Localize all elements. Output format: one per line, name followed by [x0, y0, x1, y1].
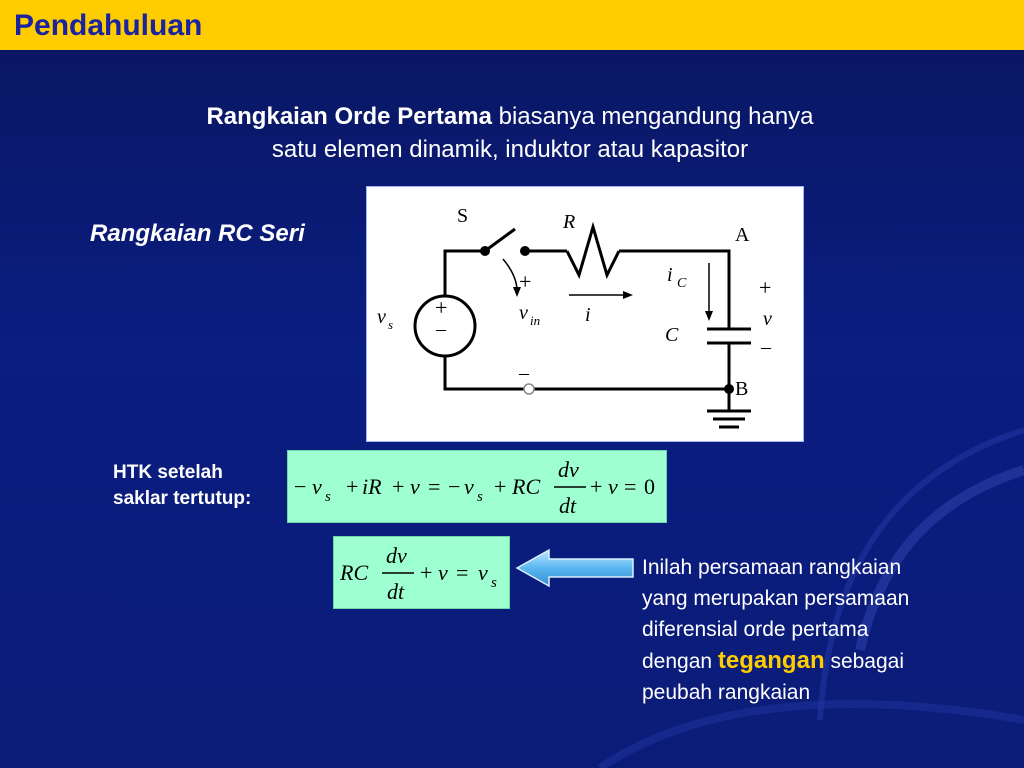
vin-subscript: in — [530, 313, 541, 328]
eq2-vs: v — [478, 560, 488, 585]
note-line2: yang merupakan persamaan — [642, 587, 910, 610]
eq1-equals: = — [428, 474, 441, 499]
eq1-neg1: − — [294, 474, 307, 499]
left-arrow-icon — [515, 548, 635, 588]
source-plus: + — [435, 295, 448, 320]
eq1-frac-num: dv — [558, 457, 579, 482]
eq1-s2: s — [477, 489, 483, 505]
node-b-dot — [724, 384, 734, 394]
eq1-plus2: + — [392, 474, 405, 499]
source-minus: – — [436, 318, 446, 340]
eq1-plus4: + — [590, 474, 603, 499]
eq2-equals: = — [456, 560, 469, 585]
equation1-svg — [288, 451, 666, 522]
kvl-line1: HTK setelah — [113, 462, 223, 483]
note-line4 — [642, 645, 982, 677]
switch-label: S — [457, 205, 469, 227]
explanation-text — [642, 552, 982, 708]
eq1-plus3: + — [494, 474, 507, 499]
rc-series-label: Rangkaian RC Seri — [90, 220, 305, 247]
vs-label: v — [377, 306, 386, 328]
intro-line2: satu elemen dinamik, induktor atau kapasitor — [271, 136, 749, 163]
vin-plus: + — [519, 269, 532, 294]
note-line4-b: sebagai — [824, 650, 905, 673]
equation-box-result — [333, 536, 510, 609]
node-a-label: A — [735, 224, 750, 246]
vs-subscript: s — [388, 317, 394, 332]
equation2-svg — [334, 537, 509, 608]
eq1-v1: v — [312, 474, 322, 499]
intro-text — [140, 100, 880, 166]
note-highlight: tegangan — [717, 647, 825, 674]
eq1-neg2: − — [448, 474, 461, 499]
eq2-v: v — [438, 560, 448, 585]
capacitor-current-label: i — [667, 264, 673, 286]
capacitor-label: C — [665, 324, 679, 346]
eq2-frac-num: dv — [386, 543, 407, 568]
eq1-zero: 0 — [644, 474, 655, 499]
kvl-label — [113, 460, 251, 512]
eq1-s1: s — [325, 489, 331, 505]
v-plus: + — [759, 275, 772, 300]
circuit-svg — [367, 187, 803, 441]
eq2-s: s — [491, 575, 497, 591]
eq1-v2: v — [410, 474, 420, 499]
eq1-ir: iR — [362, 474, 382, 499]
note-line5: peubah rangkaian — [642, 681, 811, 704]
eq1-plus1: + — [346, 474, 359, 499]
page-title: Pendahuluan — [14, 9, 203, 42]
eq1-rc: RC — [512, 474, 541, 499]
eq1-v4: v — [608, 474, 618, 499]
eq2-rc: RC — [340, 560, 369, 585]
eq1-equals2: = — [624, 474, 637, 499]
resistor-label: R — [563, 211, 576, 233]
eq1-frac-den: dt — [559, 493, 577, 518]
intro-bold: Rangkaian Orde Pertama — [206, 103, 492, 130]
eq1-v3: v — [464, 474, 474, 499]
current-i-label: i — [585, 304, 591, 326]
circuit-diagram — [366, 186, 804, 442]
eq2-plus: + — [420, 560, 433, 585]
note-line4-a: dengan — [642, 650, 718, 673]
vin-minus: – — [519, 362, 529, 384]
vin-label: v — [519, 302, 528, 324]
note-line1: Inilah persamaan rangkaian — [642, 556, 902, 579]
v-label: v — [763, 308, 772, 330]
capacitor-current-subscript: C — [677, 276, 687, 291]
equation-box-kvl — [287, 450, 667, 523]
intro-line1: biasanya mengandung hanya — [491, 103, 814, 130]
note-line3: diferensial orde pertama — [642, 618, 869, 641]
open-terminal — [524, 384, 534, 394]
v-minus: – — [761, 336, 771, 358]
kvl-line2: saklar tertutup: — [113, 488, 252, 509]
node-b-label: B — [735, 378, 749, 400]
eq2-frac-den: dt — [387, 579, 405, 604]
